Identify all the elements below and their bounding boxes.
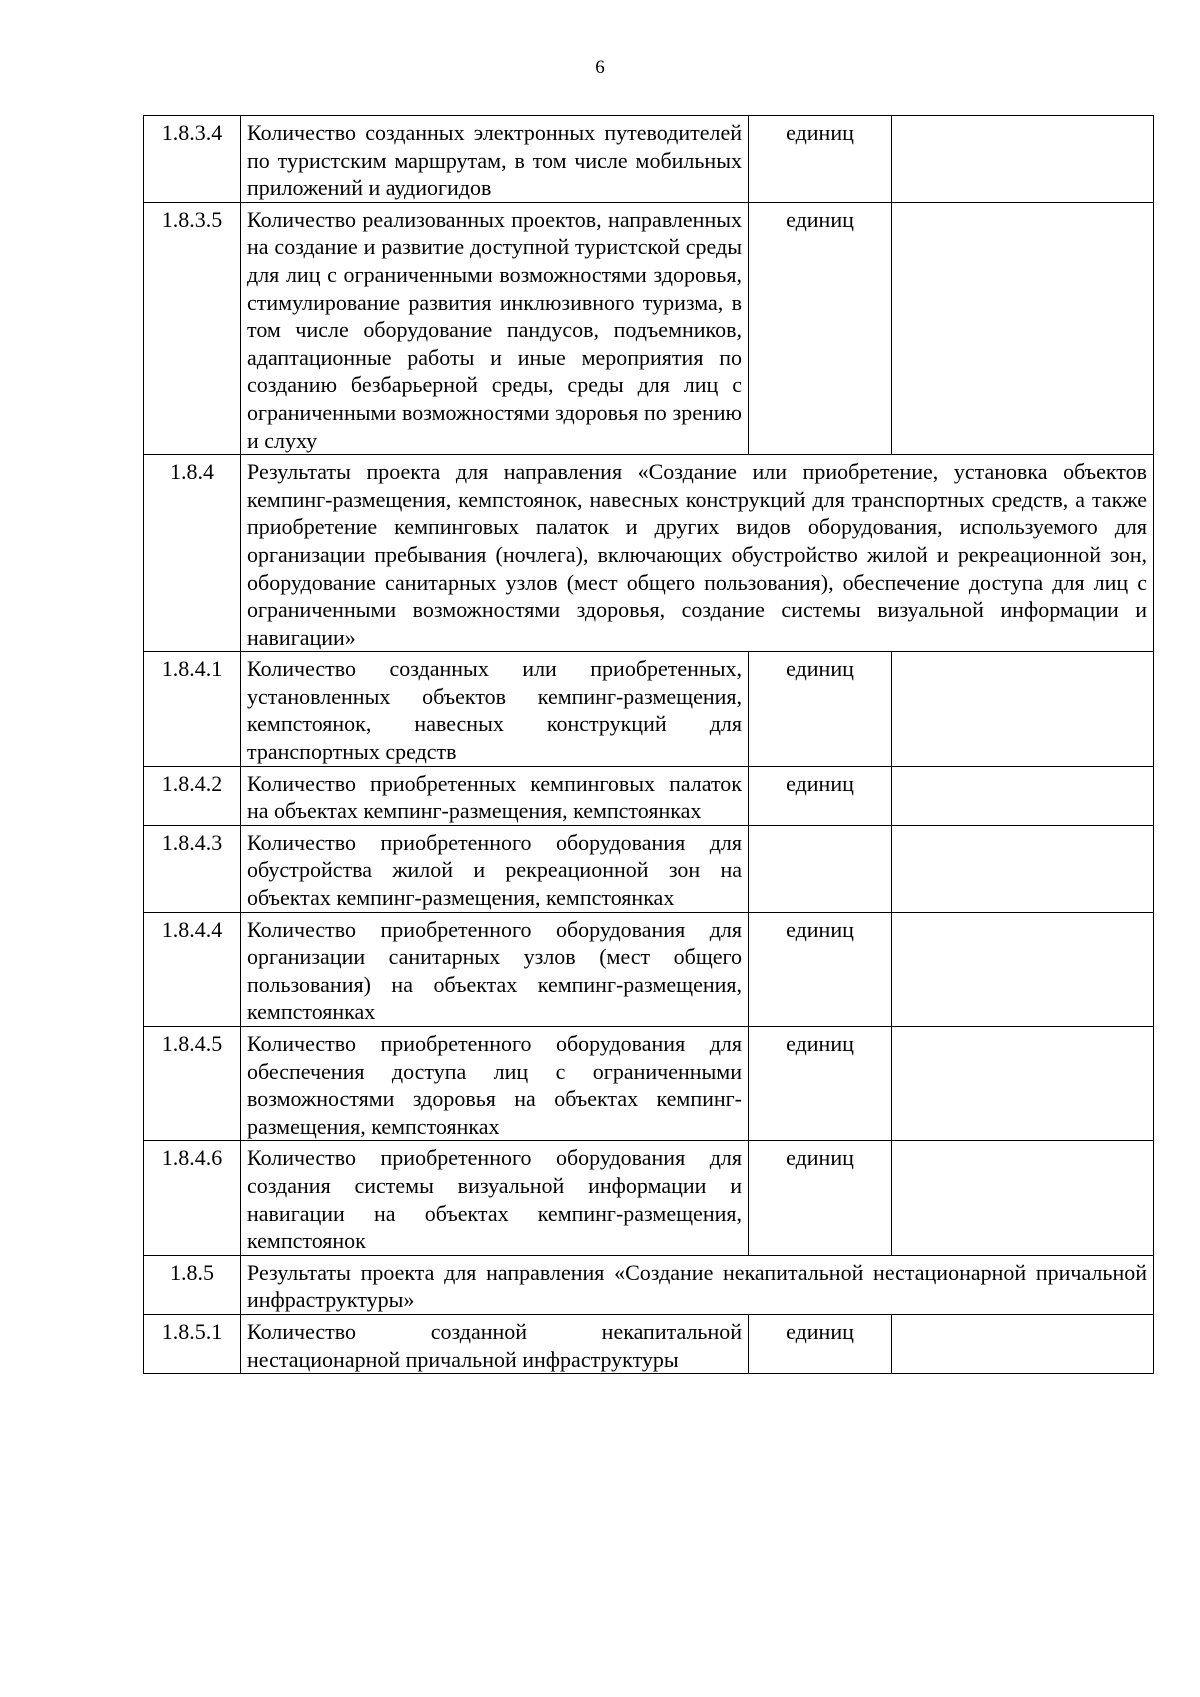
row-description: Количество созданных или приобретенных, установленных объектов кемпинг-размещения, кемпстоянок, навесных конструкций для транспортных средств: [241, 652, 749, 766]
row-number: 1.8.4.1: [144, 652, 241, 766]
row-unit: [749, 825, 892, 912]
row-value: [892, 766, 1154, 825]
row-value: [892, 652, 1154, 766]
table-row: [144, 116, 1154, 203]
row-number: 1.8.3.5: [144, 202, 241, 454]
row-number: 1.8.4.2: [144, 766, 241, 825]
row-description: Количество приобретенного оборудования для организации санитарных узлов (мест общего пользования) на объектах кемпинг-размещения, кемпстоянках: [241, 912, 749, 1026]
row-value: [892, 912, 1154, 1026]
row-unit: единиц: [749, 116, 892, 203]
row-value: [892, 825, 1154, 912]
row-description: Количество приобретенного оборудования для обеспечения доступа лиц с ограниченными возможностями здоровья на объектах кемпинг-размещения, кемпстоянках: [241, 1027, 749, 1141]
row-value: [892, 116, 1154, 203]
table-row: [144, 1314, 1154, 1373]
indicators-table: [143, 115, 1154, 1374]
row-unit: единиц: [749, 766, 892, 825]
row-description: Количество приобретенных кемпинговых палаток на объектах кемпинг-размещения, кемпстоянках: [241, 766, 749, 825]
row-value: [892, 202, 1154, 454]
row-description: Количество созданных электронных путеводителей по туристским маршрутам, в том числе мобильных приложений и аудиогидов: [241, 116, 749, 203]
table-row: [144, 652, 1154, 766]
row-number: 1.8.5.1: [144, 1314, 241, 1373]
section-description: Результаты проекта для направления «Создание некапитальной нестационарной причальной инфраструктуры»: [241, 1255, 1154, 1314]
table-row: [144, 202, 1154, 454]
row-number: 1.8.4.3: [144, 825, 241, 912]
row-description: Количество приобретенного оборудования для обустройства жилой и рекреационной зон на объектах кемпинг-размещения, кемпстоянках: [241, 825, 749, 912]
row-unit: единиц: [749, 1141, 892, 1255]
row-unit: единиц: [749, 912, 892, 1026]
table-row: [144, 1141, 1154, 1255]
row-unit: единиц: [749, 652, 892, 766]
row-number: 1.8.4.6: [144, 1141, 241, 1255]
row-unit: единиц: [749, 1314, 892, 1373]
row-value: [892, 1314, 1154, 1373]
section-number: 1.8.5: [144, 1255, 241, 1314]
table-row: [144, 825, 1154, 912]
row-unit: единиц: [749, 202, 892, 454]
row-number: 1.8.4.4: [144, 912, 241, 1026]
row-description: Количество реализованных проектов, направленных на создание и развитие доступной туристской среды для лиц с ограниченными возможностями здоровья, стимулирование развития инклюзивного туризма, в том числе оборудование пандусов, подъемников, адаптационные работы и иные мероприятия по созданию безбарьерной среды, среды для лиц с ограниченными возможностями здоровья по зрению и слуху: [241, 202, 749, 454]
table-row: [144, 766, 1154, 825]
row-number: 1.8.3.4: [144, 116, 241, 203]
section-number: 1.8.4: [144, 455, 241, 652]
row-number: 1.8.4.5: [144, 1027, 241, 1141]
table-row: [144, 1027, 1154, 1141]
row-unit: единиц: [749, 1027, 892, 1141]
row-description: Количество созданной некапитальной нестационарной причальной инфраструктуры: [241, 1314, 749, 1373]
row-value: [892, 1027, 1154, 1141]
section-row: [144, 455, 1154, 652]
table-row: [144, 912, 1154, 1026]
page-number: 6: [595, 57, 605, 78]
section-description: Результаты проекта для направления «Создание или приобретение, установка объектов кемпинг-размещения, кемпстоянок, навесных конструкций для транспортных средств, а также приобретение кемпинговых палаток и других видов оборудования, используемого для организации пребывания (ночлега), включающих обустройство жилой и рекреационной зон, оборудование санитарных узлов (мест общего пользования), обеспечение доступа для лиц с ограниченными возможностями здоровья, создание системы визуальной информации и навигации»: [241, 455, 1154, 652]
section-row: [144, 1255, 1154, 1314]
row-value: [892, 1141, 1154, 1255]
row-description: Количество приобретенного оборудования для создания системы визуальной информации и навигации на объектах кемпинг-размещения, кемпстоянок: [241, 1141, 749, 1255]
